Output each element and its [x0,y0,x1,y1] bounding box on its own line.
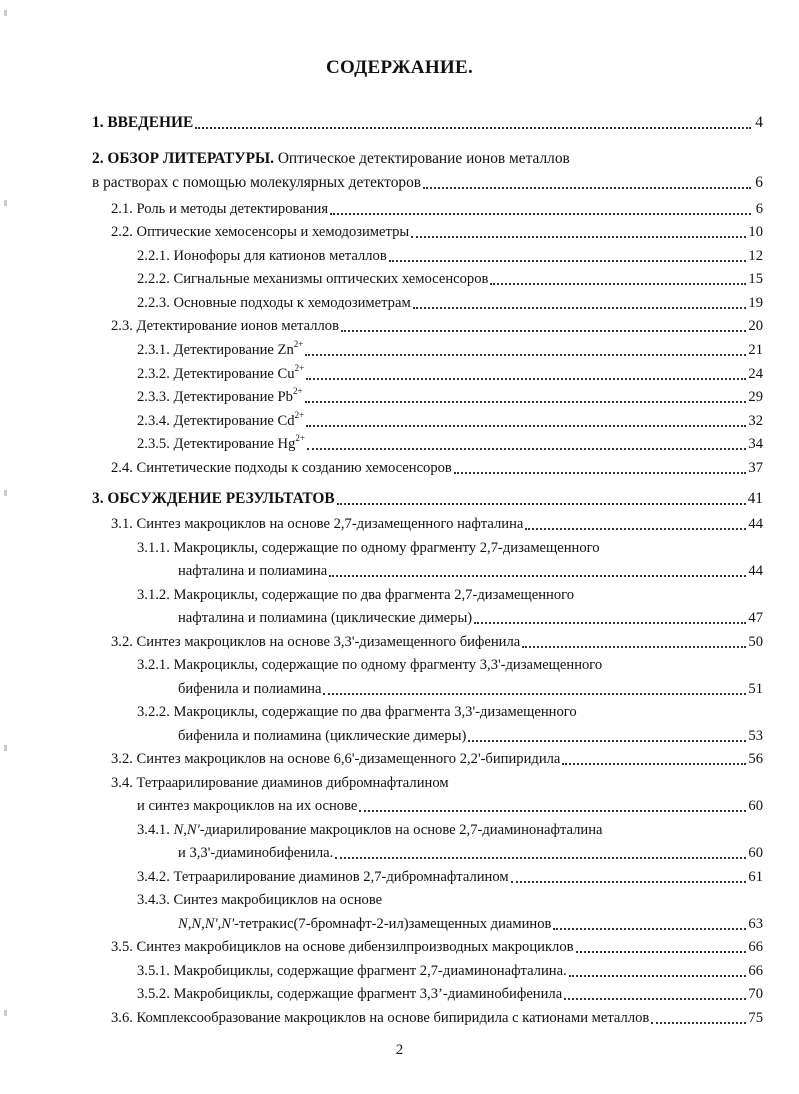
toc-entry-3-2-2-line1 [137,702,577,722]
toc-entry-2-line1 [92,149,570,169]
toc-entry-2-3-2 [137,364,763,384]
toc-entry-3 [92,489,763,509]
leader-dots [335,856,746,859]
toc-entry-label: и 3,3'-диаминобифенила. [178,845,334,861]
leader-dots [411,235,746,238]
leader-dots [490,282,746,285]
leader-dots [305,353,746,356]
toc-entry-page: 66 [748,963,763,979]
toc-entry-2-1 [111,199,763,219]
leader-dots [454,471,747,474]
toc-entry-label: 3.1.1. Макроциклы, содержащие по одному фрагменту 2,7-дизамещенного [137,540,600,556]
toc-entry-page: 44 [748,563,763,579]
toc-entry-3-2-2 [178,726,763,746]
toc-entry-label: 3.1. Синтез макроциклов на основе 2,7-дизамещенного нафталина [111,516,524,532]
leader-dots [330,212,751,215]
toc-entry-label: 2.2.3. Основные подходы к хемодозиметрам [137,295,411,311]
toc-entry-label-bold: 2. ОБЗОР ЛИТЕРАТУРЫ. [92,150,274,167]
leader-dots [413,306,747,309]
toc-entry-label-rest: Оптическое детектирование ионов металлов [273,150,570,167]
toc-entry-page: 34 [748,436,763,452]
leader-dots [564,997,746,1000]
leader-dots [329,574,746,577]
leader-dots [553,927,746,930]
toc-entry-label: 3.2. Синтез макроциклов на основе 6,6'-дизамещенного 2,2'-бипиридила [111,751,561,767]
toc-entry-page: 24 [748,366,763,382]
leader-dots [511,880,747,883]
toc-entry-2-3-1 [137,340,763,360]
scan-mark [4,745,7,751]
leader-dots [323,692,746,695]
toc-entry-page: 56 [748,751,763,767]
toc-entry-3-2-1 [178,679,763,699]
toc-entry-page: 75 [748,1010,763,1026]
toc-entry-page: 21 [748,342,763,358]
toc-entry-2-3-5 [137,434,763,454]
toc-entry-label: нафталина и полиамина [178,563,328,579]
toc-entry-2-2-3 [137,293,763,313]
toc-entry-label: 1. ВВЕДЕНИЕ [92,114,194,131]
leader-dots [569,974,747,977]
scan-mark [4,1010,7,1016]
scan-mark [4,490,7,496]
toc-entry-label: 2.3.1. Детектирование Zn [137,342,294,358]
toc-entry-label: 2.3.2. Детектирование Cu [137,366,295,382]
toc-entry-label: 3.4.3. Синтез макробициклов на основе [137,892,383,908]
toc-entry-page: 63 [748,916,763,932]
toc-entry-label: в растворах с помощью молекулярных детекторов [92,174,422,191]
toc-entry-3-1 [111,514,763,534]
ion-charge: 2+ [292,386,303,396]
toc-entry-3-5-1 [137,961,763,981]
toc-entry-page: 6 [755,201,763,217]
toc-entry-2 [92,173,763,193]
scan-mark [4,200,7,206]
leader-dots [651,1021,746,1024]
toc-entry-label: 2.3.5. Детектирование Hg [137,436,296,452]
toc-entry-3-4-3 [178,914,763,934]
leader-dots [306,424,746,427]
toc-entry-page: 53 [748,728,763,744]
toc-entry-3-2-1-line1 [137,655,602,675]
toc-entry-label: 2.1. Роль и методы детектирования [111,201,329,217]
toc-entry-3-1-1 [178,561,763,581]
toc-entry-page: 47 [748,610,763,626]
leader-dots [576,950,747,953]
toc-entry-page: 4 [755,114,763,131]
leader-dots [341,329,746,332]
toc-entry-label: 2.2.2. Сигнальные механизмы оптических хемосенсоров [137,271,489,287]
toc-entry-page: 37 [748,460,763,476]
toc-entry-3-1-1-line1 [137,538,600,558]
toc-entry-page: 60 [748,798,763,814]
leader-dots [525,527,746,530]
toc-entry-label: нафталина и полиамина (циклические димеры) [178,610,473,626]
toc-entry-page: 19 [748,295,763,311]
toc-entry-page: 32 [748,413,763,429]
toc-entry-3-4-1 [178,843,763,863]
toc-entry-label-rest: -тетракис(7-бромнафт-2-ил)замещенных диаминов [234,916,552,932]
toc-entry-2-2-1 [137,246,763,266]
leader-dots [195,126,751,129]
toc-entry-label: 3.2.2. Макроциклы, содержащие по два фрагмента 3,3'-дизамещенного [137,704,577,720]
toc-entry-label: 3.4.2. Тетраарилирование диаминов 2,7-дибромнафталином [137,869,509,885]
toc-entry-page: 61 [748,869,763,885]
toc-entry-3-4 [137,796,763,816]
toc-entry-label: 3.4. Тетраарилирование диаминов дибромнафталином [111,775,449,791]
toc-entry-label: 2.2.1. Ионофоры для катионов металлов [137,248,387,264]
toc-entry-page: 15 [748,271,763,287]
toc-entry-3-4-3-line1 [137,890,382,910]
toc-entry-label: 2.3. Детектирование ионов металлов [111,318,339,334]
toc-entry-3-1-2 [178,608,763,628]
leader-dots [337,502,746,505]
toc-entry-page: 50 [748,634,763,650]
leader-dots [389,259,747,262]
toc-entry-3-4-2 [137,867,763,887]
leader-dots [306,377,746,380]
toc-entry-label: 3.5. Синтез макробициклов на основе дибензилпроизводных макроциклов [111,939,574,955]
leader-dots [359,809,746,812]
toc-entry-page: 29 [748,389,763,405]
toc-entry-label: 2.3.4. Детектирование Cd [137,413,295,429]
toc-entry-italic: N,N,N',N' [178,916,235,932]
toc-entry-3-4-line1 [111,773,449,793]
leader-dots [522,645,746,648]
toc-entry-2-2 [111,222,763,242]
toc-entry-3-6 [111,1008,763,1028]
toc-entry-3-3 [111,749,763,769]
leader-dots [562,762,746,765]
toc-entry-label: бифенила и полиамина (циклические димеры) [178,728,467,744]
toc-entry-1 [92,113,763,133]
toc-entry-page: 6 [755,174,763,191]
toc-entry-label: бифенила и полиамина [178,681,322,697]
toc-entry-page: 10 [748,224,763,240]
toc-entry-page: 12 [748,248,763,264]
toc-entry-2-2-2 [137,269,763,289]
toc-entry-page: 41 [747,490,763,507]
toc-entry-italic: N,N' [173,822,200,838]
toc-entry-2-4 [111,458,763,478]
toc-entry-3-5 [111,937,763,957]
leader-dots [468,739,746,742]
ion-charge: 2+ [294,410,305,420]
page-number: 2 [395,1042,404,1058]
toc-entry-2-3 [111,316,763,336]
leader-dots [474,621,746,624]
toc-entry-label: 3. ОБСУЖДЕНИЕ РЕЗУЛЬТАТОВ [92,490,335,507]
toc-entry-label: 2.3.3. Детектирование Pb [137,389,293,405]
leader-dots [307,447,746,450]
toc-entry-label: 3.6. Комплексообразование макроциклов на основе бипиридила с катионами металлов [111,1010,650,1026]
toc-entry-2-3-3 [137,387,763,407]
toc-entry-label: 3.5.1. Макробициклы, содержащие фрагмент 2,7-диаминонафталина. [137,963,567,979]
leader-dots [305,400,747,403]
toc-entry-page: 51 [748,681,763,697]
toc-entry-page: 60 [748,845,763,861]
toc-entry-page: 70 [748,986,763,1002]
ion-charge: 2+ [293,339,304,349]
toc-entry-page: 44 [748,516,763,532]
toc-entry-3-2 [111,632,763,652]
toc-entry-2-3-4 [137,411,763,431]
toc-entry-3-1-2-line1 [137,585,574,605]
toc-entry-label: 3.2.1. Макроциклы, содержащие по одному фрагменту 3,3'-дизамещенного [137,657,603,673]
scan-mark [4,10,7,16]
toc-entry-3-5-2 [137,984,763,1004]
toc-entry-label-rest: -диарилирование макроциклов на основе 2,7-диаминонафталина [199,822,603,838]
toc-entry-label: 2.4. Синтетические подходы к созданию хемосенсоров [111,460,452,476]
toc-entry-label: 3.2. Синтез макроциклов на основе 3,3'-дизамещенного бифенила [111,634,521,650]
toc-entry-page: 20 [748,318,763,334]
toc-entry-label: 3.5.2. Макробициклы, содержащие фрагмент 3,3’-диаминобифенила [137,986,563,1002]
toc-entry-page: 66 [748,939,763,955]
ion-charge: 2+ [295,433,305,443]
toc-entry-label: 2.2. Оптические хемосенсоры и хемодозиметры [111,224,410,240]
ion-charge: 2+ [294,363,305,373]
leader-dots [423,186,751,189]
toc-entry-label: и синтез макроциклов на их основе [137,798,358,814]
toc-entry-3-4-1-line1 [137,820,603,840]
toc-entry-label: 3.1.2. Макроциклы, содержащие по два фрагмента 2,7-дизамещенного [137,587,575,603]
toc-entry-num: 3.4.1. [137,822,174,838]
toc-title: СОДЕРЖАНИЕ. [325,57,474,78]
